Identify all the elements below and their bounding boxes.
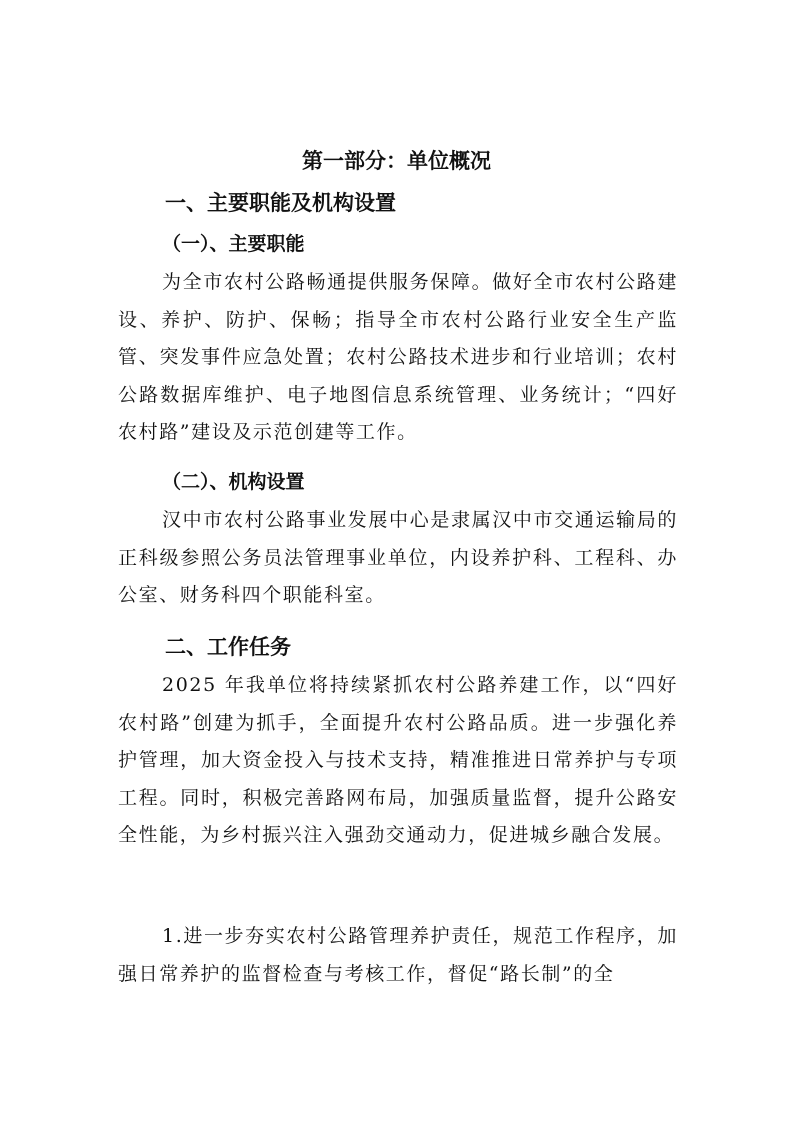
paragraph-organization: 汉中市农村公路事业发展中心是隶属汉中市交通运输局的正科级参照公务员法管理事业单位，内设养护科、工程科、办公室、财务科四个职能科室。 [118, 509, 678, 606]
subheading-organization: （二）、机构设置 [162, 471, 305, 493]
paragraph-task-item-1: 1.进一步夯实农村公路管理养护责任，规范工作程序，加强日常养护的监督检查与考核工作，督促“路长制”的全 [118, 925, 678, 985]
part-title: 第一部分：单位概况 [302, 149, 491, 173]
subheading-main-functions: （一）、主要职能 [162, 233, 305, 255]
section-heading-work-tasks: 二、工作任务 [165, 635, 291, 659]
paragraph-main-functions: 为全市农村公路畅通提供服务保障。做好全市农村公路建设、养护、防护、保畅；指导全市农村公路行业安全生产监管、突发事件应急处置；农村公路技术进步和行业培训；农村公路数据库维护、电子地图信息系统管理、业务统计；“四好农村路”建设及示范创建等工作。 [118, 271, 678, 443]
section-heading-functions-structure: 一、主要职能及机构设置 [165, 191, 396, 215]
paragraph-work-tasks: 2025 年我单位将持续紧抓农村公路养建工作，以“四好农村路”创建为抓手，全面提升农村公路品质。进一步强化养护管理，加大资金投入与技术支持，精准推进日常养护与专项工程。同时，积极完善路网布局，加强质量监督，提升公路安全性能，为乡村振兴注入强劲交通动力，促进城乡融合发展。 [118, 674, 678, 846]
